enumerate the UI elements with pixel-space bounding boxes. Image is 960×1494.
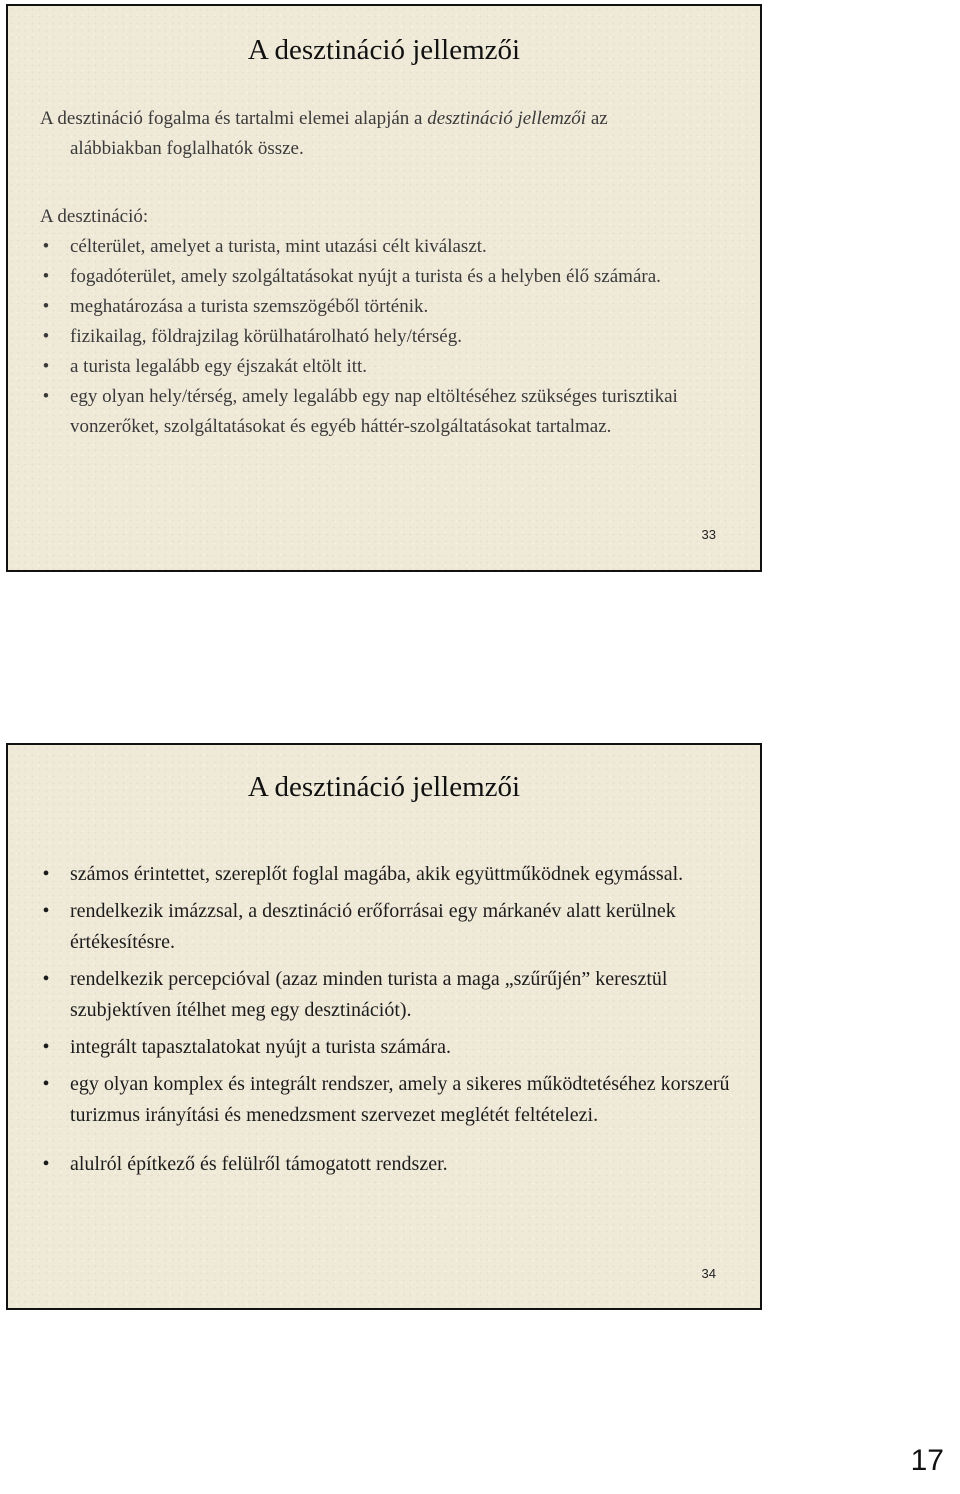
- bullet-dot: •: [42, 1073, 50, 1095]
- list-item-text: meghatározása a turista szemszögéből történik.: [70, 296, 429, 317]
- slide-number: 33: [701, 527, 716, 542]
- list-item-text: rendelkezik percepcióval (azaz minden turista a maga „szűrűjén” keresztül szubjektíven ítélhet meg egy desztinációt).: [70, 968, 668, 1021]
- intro-text: A desztináció fogalma és tartalmi elemei alapján a: [40, 108, 428, 129]
- intro-line-1: [40, 104, 740, 134]
- intro-italic-term: desztináció jellemzői: [427, 108, 587, 129]
- list-item: [40, 382, 740, 442]
- bullet-dot: •: [42, 968, 50, 990]
- bullet-list: [40, 232, 740, 442]
- slide-title: A desztináció jellemzői: [247, 34, 521, 66]
- slide-title: A desztináció jellemzői: [247, 771, 521, 803]
- list-item: [40, 262, 740, 292]
- list-item-text: egy olyan komplex és integrált rendszer, amely a sikeres működtetéséhez korszerű turizmus irányítási és menedzsment szervezet meglétét feltételezi.: [70, 1073, 730, 1126]
- list-item-text: rendelkezik imázzsal, a desztináció erőforrásai egy márkanév alatt kerülnek értékesítésre.: [70, 900, 676, 953]
- list-item: [40, 859, 740, 890]
- bullet-dot: •: [42, 236, 50, 257]
- list-item: [40, 1149, 740, 1180]
- list-item: [40, 352, 740, 382]
- bullet-dot: •: [42, 266, 50, 287]
- list-item-text: a turista legalább egy éjszakát eltölt itt.: [70, 356, 368, 377]
- page-number: 17: [910, 1444, 944, 1477]
- bullet-dot: •: [42, 386, 50, 407]
- list-item: [40, 896, 740, 958]
- slide-34: [6, 743, 762, 1310]
- list-item-text: integrált tapasztalatokat nyújt a turista számára.: [70, 1036, 451, 1058]
- bullet-dot: •: [42, 1036, 50, 1058]
- intro-line-2: alábbiakban foglalhatók össze.: [70, 138, 304, 159]
- list-item: [40, 964, 740, 1026]
- list-item: [40, 292, 740, 322]
- bullet-list: [40, 859, 740, 1186]
- list-item: [40, 1032, 740, 1063]
- list-item: [40, 232, 740, 262]
- slide-33: [6, 4, 762, 572]
- list-item-text: egy olyan hely/térség, amely legalább egy nap eltöltéséhez szükséges turisztikai vonzerőket, szolgáltatásokat és egyéb háttér-szolgáltatásokat tartalmaz.: [70, 386, 678, 437]
- intro-text-end: az: [586, 108, 608, 129]
- bullet-dot: •: [42, 296, 50, 317]
- bullet-dot: •: [42, 900, 50, 922]
- bullet-dot: •: [42, 326, 50, 347]
- list-item-text: célterület, amelyet a turista, mint utazási célt kiválaszt.: [70, 236, 487, 257]
- list-item-text: számos érintettet, szereplőt foglal magába, akik együttműködnek egymással.: [70, 863, 684, 885]
- list-item-text: fizikailag, földrajzilag körülhatárolható hely/térség.: [70, 326, 462, 347]
- list-item-text: alulról építkező és felülről támogatott rendszer.: [70, 1153, 448, 1175]
- lead-paragraph: [40, 202, 740, 232]
- intro-paragraph: [40, 104, 740, 164]
- list-item-text: fogadóterület, amely szolgáltatásokat nyújt a turista és a helyben élő számára.: [70, 266, 661, 287]
- bullet-dot: •: [42, 356, 50, 377]
- bullet-dot: •: [42, 863, 50, 885]
- list-item: [40, 322, 740, 352]
- lead-text: A desztináció:: [40, 206, 149, 227]
- bullet-dot: •: [42, 1153, 50, 1175]
- list-item: [40, 1069, 740, 1131]
- slide-number: 34: [701, 1266, 716, 1281]
